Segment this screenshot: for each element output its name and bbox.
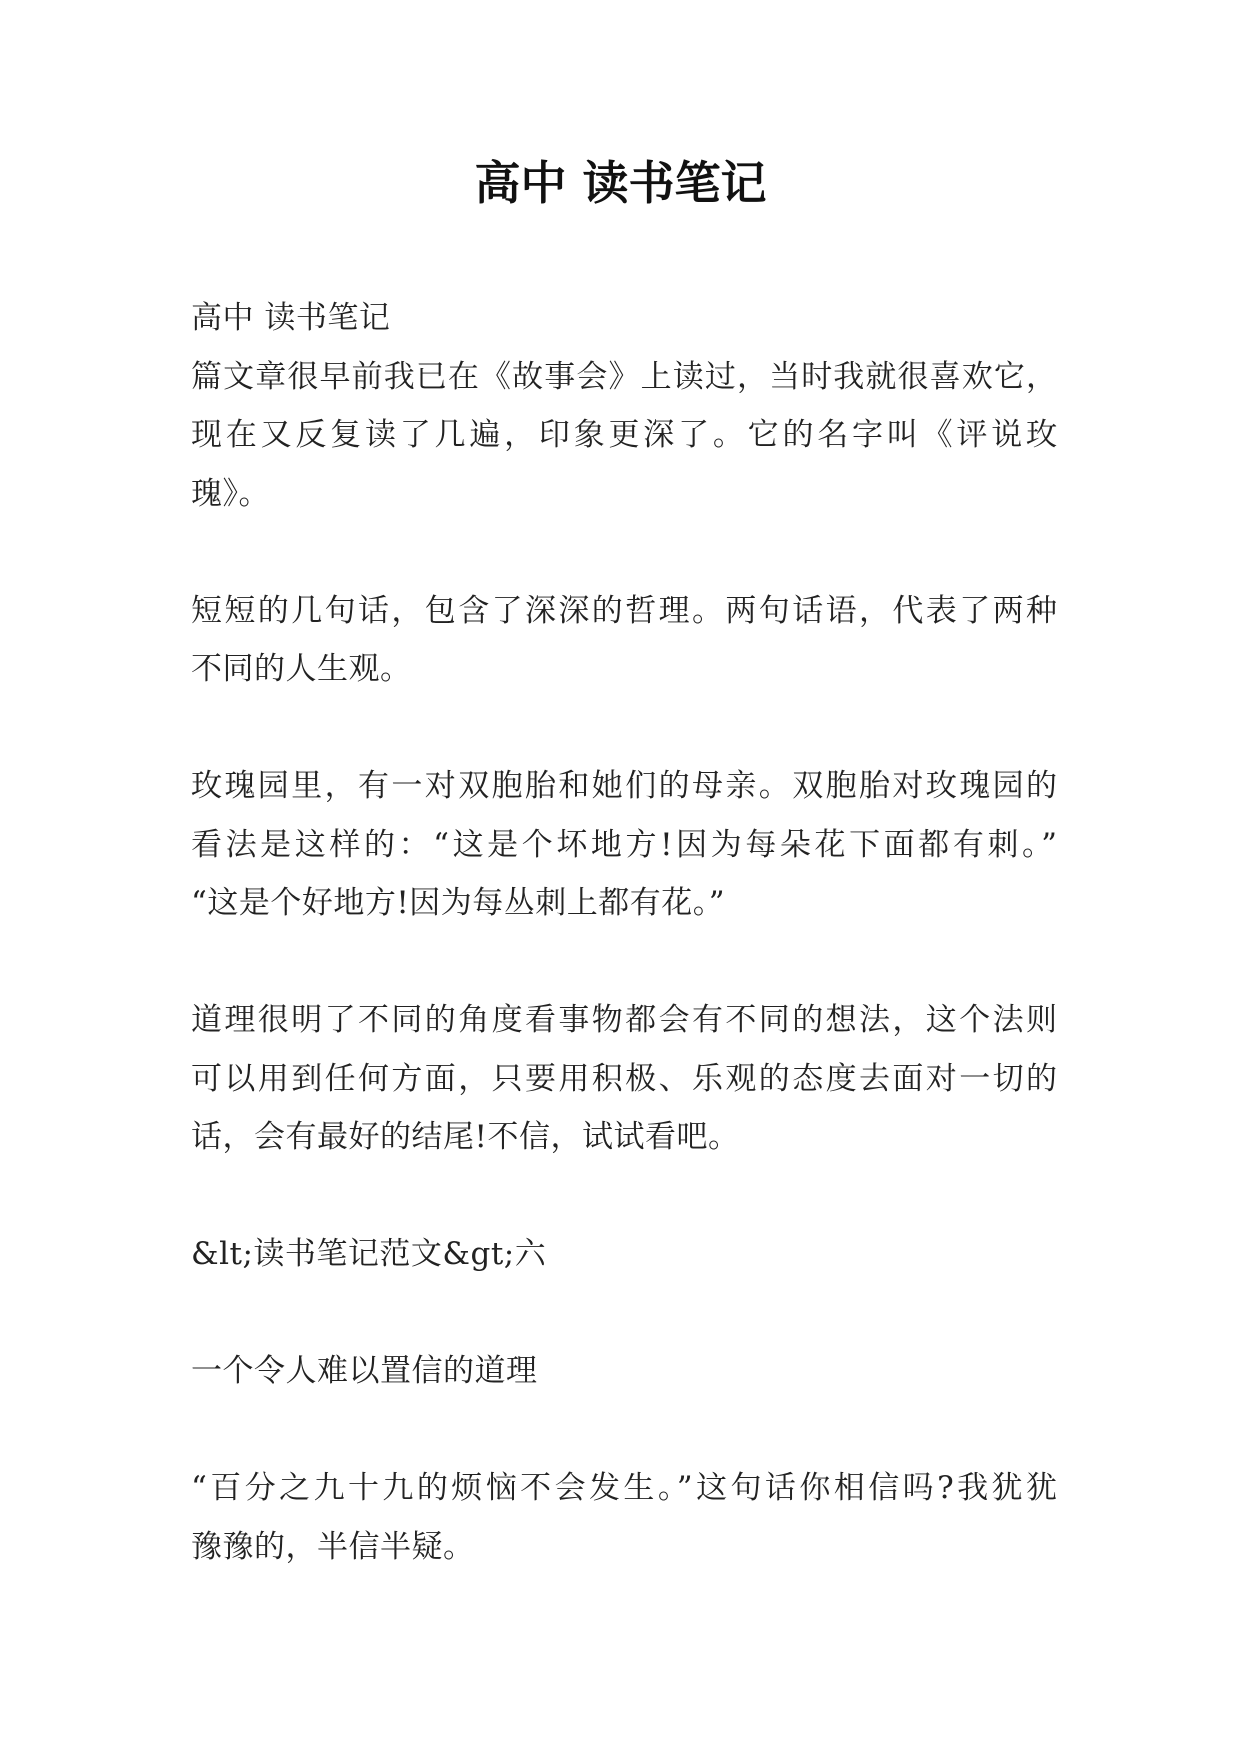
text-line: 高中 读书笔记	[191, 300, 391, 336]
paragraph	[191, 1459, 1057, 1576]
text-line: &lt;读书笔记范文&gt;六	[191, 1236, 547, 1272]
text-line: 豫豫的，半信半疑。	[191, 1528, 475, 1565]
text-line: 现在又反复读了几遍，印象更深了。它的名字叫《评说玫	[191, 417, 1057, 453]
text-line: 玫瑰园里，有一对双胞胎和她们的母亲。双胞胎对玫瑰园的	[191, 768, 1057, 804]
text-line: 不同的人生观。	[191, 651, 412, 687]
text-line: 看法是这样的：“这是个坏地方!因为每朵花下面都有刺。”	[191, 826, 1057, 863]
document-body	[191, 289, 1057, 1635]
text-line: 可以用到任何方面，只要用积极、乐观的态度去面对一切的	[191, 1060, 1057, 1097]
section-subheading	[191, 1342, 1057, 1401]
text-line: 话，会有最好的结尾!不信，试试看吧。	[191, 1119, 740, 1155]
text-line: “百分之九十九的烦恼不会发生。”这句话你相信吗?我犹犹	[191, 1470, 1057, 1506]
text-line: 一个令人难以置信的道理	[191, 1353, 538, 1389]
text-line: 瑰》。	[191, 475, 270, 512]
subtitle-paragraph	[191, 289, 1057, 348]
text-line: “这是个好地方!因为每丛刺上都有花。”	[191, 885, 726, 921]
text-line: 篇文章很早前我已在《故事会》上读过，当时我就很喜欢它，	[191, 358, 1057, 395]
section-heading	[191, 1225, 1057, 1284]
page-title: 高中 读书笔记	[474, 156, 767, 210]
paragraph	[191, 991, 1057, 1167]
text-line: 短短的几句话，包含了深深的哲理。两句话语，代表了两种	[191, 592, 1057, 629]
paragraph	[191, 582, 1057, 699]
paragraph	[191, 757, 1057, 933]
text-line: 道理很明了不同的角度看事物都会有不同的想法，这个法则	[191, 1002, 1057, 1038]
paragraph	[191, 348, 1057, 524]
